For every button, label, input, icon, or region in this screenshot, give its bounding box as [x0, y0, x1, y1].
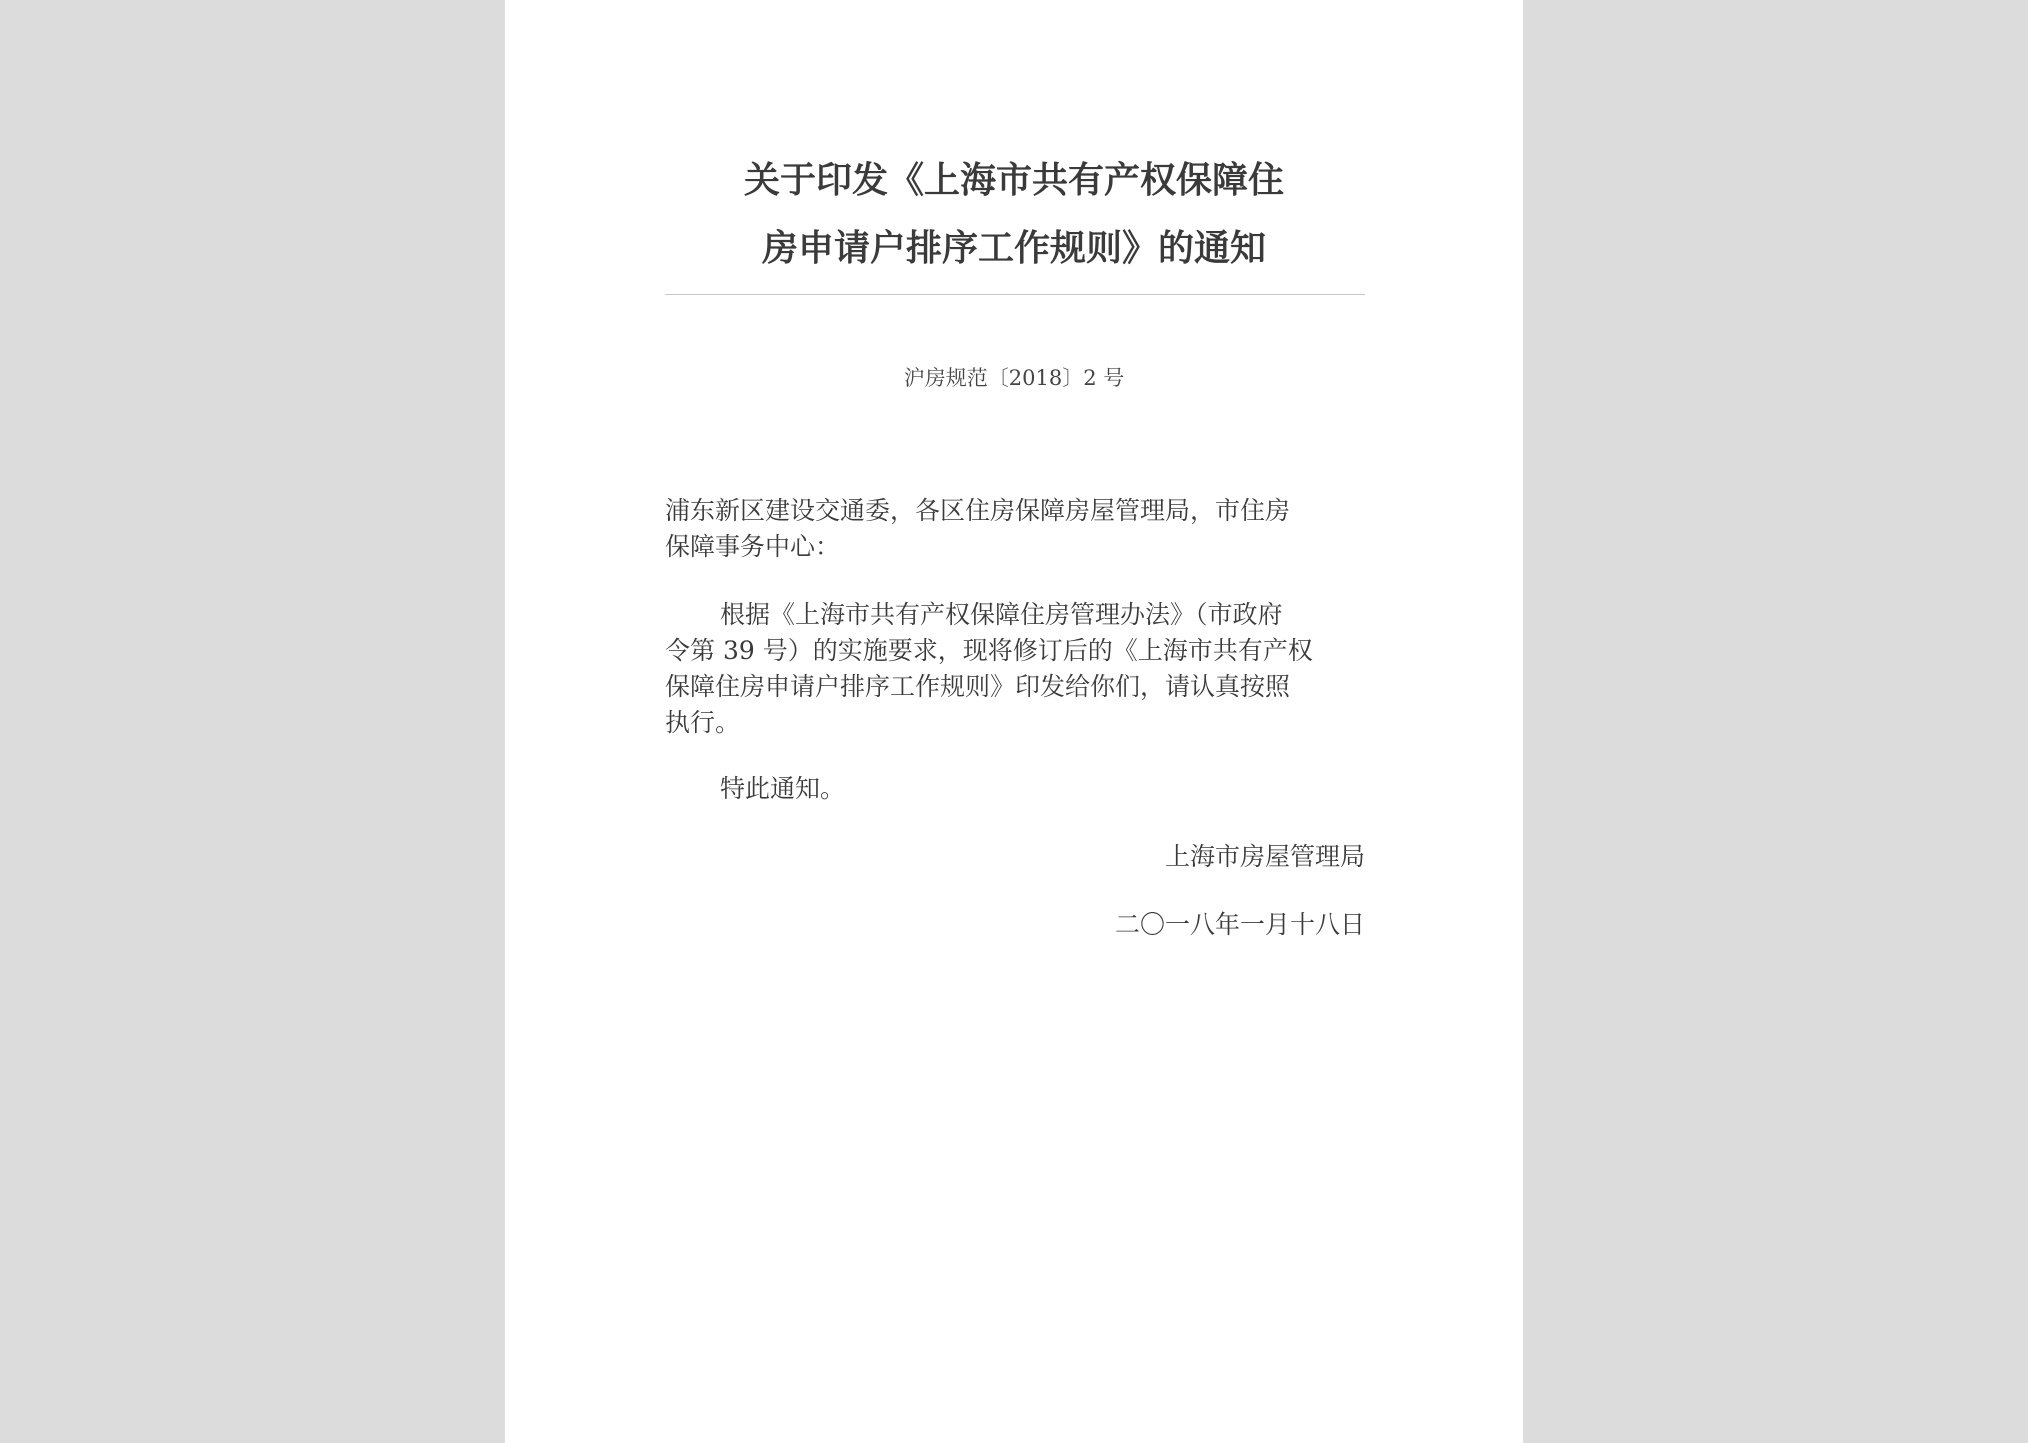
closing-line: 特此通知。: [720, 774, 846, 803]
document-number: 沪房规范〔2018〕2 号: [903, 366, 1125, 390]
paragraph-line-1: 根据《上海市共有产权保障住房管理办法》（市政府: [720, 600, 1283, 629]
body-paragraph: [665, 597, 1365, 741]
addressee: [665, 493, 1365, 565]
addressee-line-2: 保障事务中心：: [665, 532, 841, 561]
document-date: 二〇一八年一月十八日: [1114, 910, 1365, 939]
title-line-1: 关于印发《上海市共有产权保障住: [743, 160, 1284, 201]
paragraph-line-2: 令第 39 号）的实施要求，现将修订后的《上海市共有产权: [665, 636, 1313, 665]
paragraph-line-4: 执行。: [665, 708, 741, 737]
document-page: [505, 0, 1523, 1443]
document-title: [505, 147, 1523, 283]
paragraph-line-3: 保障住房申请户排序工作规则》印发给你们，请认真按照: [665, 672, 1291, 701]
title-line-2: 房申请户排序工作规则》的通知: [761, 228, 1266, 269]
closing-paragraph: [665, 771, 1365, 807]
signer-organization: 上海市房屋管理局: [1164, 842, 1365, 871]
title-divider: [665, 294, 1365, 295]
addressee-line-1: 浦东新区建设交通委，各区住房保障房屋管理局，市住房: [665, 496, 1291, 525]
